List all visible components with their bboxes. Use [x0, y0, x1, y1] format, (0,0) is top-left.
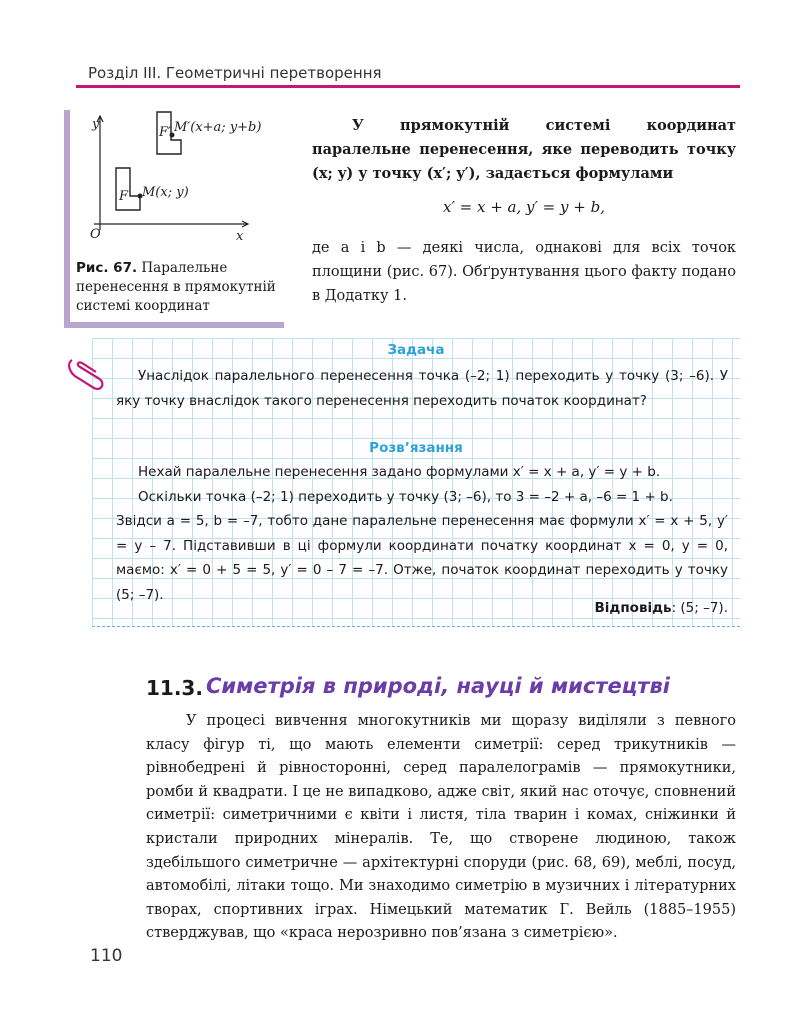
figure-caption-number: Рис. 67. [76, 260, 138, 276]
translation-formula: x′ = x + a, y′ = y + b, [443, 198, 605, 216]
header-rule [76, 85, 740, 88]
point-m-label: M(x; y) [142, 185, 189, 200]
figure-f-prime-label: F′ [159, 125, 171, 140]
definition-text: У прямокутній системі координат паралельне перенесення, яке переводить точку (x; y) у точку (x′; y′), задається формулами [312, 117, 736, 182]
section-number: 11.3. [146, 676, 203, 700]
solution-line: Звідси a = 5, b = –7, тобто дане паралельне перенесення має формули x′ = x + 5, y′ = y – 7. Підставивши в ці формули координати початку координат x = 0, y = 0, маємо: x′ = 0 + 5 = 5, y′ = 0 – 7 = –7. Отже, початок координат переходить у точку (5; –7). [116, 513, 728, 603]
page-number: 110 [90, 946, 123, 966]
axis-x-label: x [236, 229, 244, 244]
point-m-prime-label: M′(x+a; y+b) [174, 120, 262, 135]
solution-title: Розв’язання [369, 440, 463, 456]
solution-line: Оскільки точка (–2; 1) переходить у точку (3; –6), то 3 = –2 + a, –6 = 1 + b. [138, 488, 673, 505]
solution-line: Нехай паралельне перенесення задано формулами x′ = x + a, y′ = y + b. [138, 464, 661, 480]
section-title: Симетрія в природі, науці й мистецтві [206, 674, 670, 698]
origin-label: O [90, 227, 101, 242]
definition-explanation: де a і b — деякі числа, однакові для всіх точок площини (рис. 67). Обґрунтування цього факту подано в Додатку 1. [312, 240, 736, 304]
answer-value: : (5; –7). [671, 600, 728, 616]
section-body: У процесі вивчення многокутників ми щоразу виділяли з певного класу фігур ті, що мають елементи симетрії: серед трикутників — рівнобедрені й рівносторонні, серед паралелограмів — прямокутники, ромби й квадрати. І це не випадково, адже світ, який нас оточує, сповнений симетрії: симетричними є квіти і листя, тіла тварин і комах, сніжинки й кристали природних мінералів. Те, що створене людиною, також здебільшого симетричне — архітектурні споруди (рис. 68, 69), меблі, посуд, автомобілі, літаки тощо. Ми знаходимо симетрію в музичних і літературних творах, спортивних іграх. Німецький математик Г. Вейль (1885–1955) стверджував, що «краса нерозривно пов’язана з симетрією». [146, 713, 736, 942]
answer [116, 600, 728, 616]
task-title: Задача [387, 342, 445, 358]
figure-caption-text: Паралельне перенесення в прямокутній системі координат [76, 260, 276, 314]
solution-text [116, 460, 728, 607]
figure-f-label: F [119, 189, 129, 204]
figure-caption [76, 259, 276, 316]
running-header: Розділ III. Геометричні перетворення [88, 64, 382, 82]
axis-y-label: y [92, 117, 100, 132]
figure-67-diagram [70, 108, 270, 248]
task-text: Унаслідок паралельного перенесення точка (–2; 1) переходить у точку (3; –6). У яку точку внаслідок такого перенесення переходить початок координат? [116, 368, 728, 409]
answer-label: Відповідь [594, 600, 672, 616]
